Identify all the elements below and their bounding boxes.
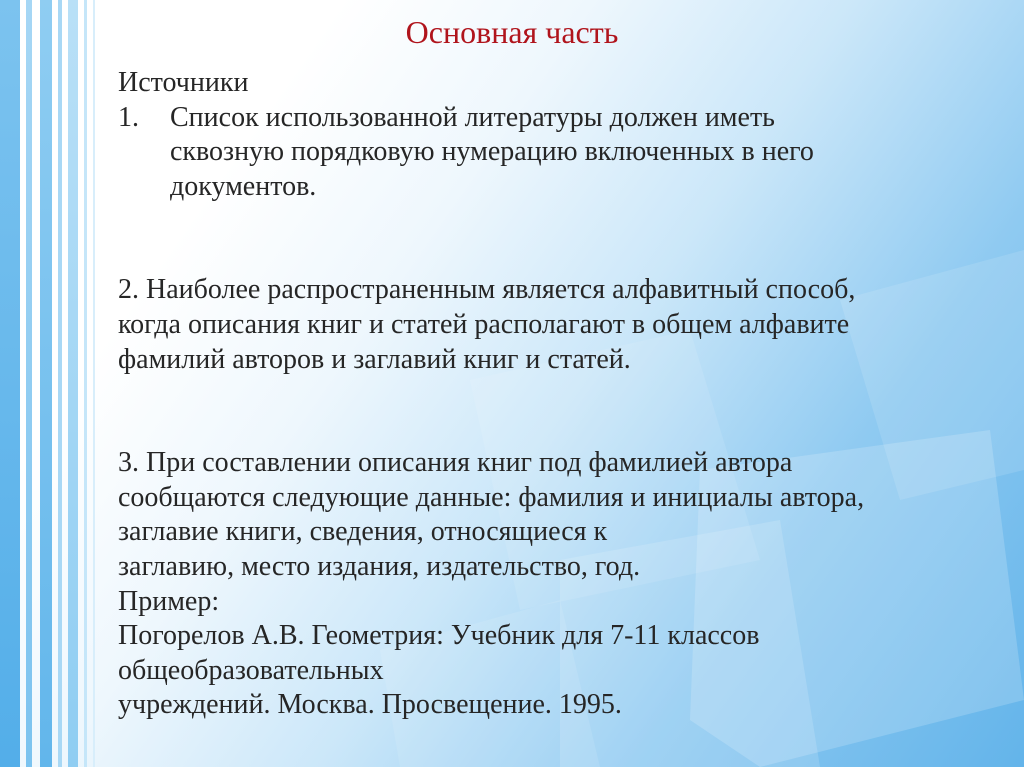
sources-heading: Источники [118,67,249,98]
paragraph-gap [118,204,1018,273]
list-item-text [170,101,814,205]
text-line: Список использованной литературы должен иметь [170,101,775,133]
text-line: сообщаются следующие данные: фамилия и инициалы автора, [118,481,865,513]
example-label: Пример: [118,585,220,617]
paragraph-gap [118,377,1018,446]
slide-title: Основная часть [405,14,619,50]
text-line: документов. [170,170,317,202]
text-line: когда описания книг и статей располагают в общем алфавите [118,308,850,340]
slide-body [118,66,1018,723]
list-number: 1. [118,101,139,133]
list-item-1 [118,101,1018,205]
text-line: 2. Наиболее распространенным является алфавитный способ, [118,274,856,306]
example-citation-line: Погорелов А.В. Геометрия: Учебник для 7-11 классов [118,620,760,652]
text-line: фамилий авторов и заглавий книг и статей. [118,343,631,375]
paragraph-3 [118,446,1018,723]
paragraph-2 [118,273,1018,377]
text-line: заглавие книги, сведения, относящиеся к [118,516,608,548]
example-citation-line: общеобразовательных [118,654,384,686]
text-line: 3. При составлении описания книг под фамилией автора [118,447,793,479]
example-citation-line: учреждений. Москва. Просвещение. 1995. [118,689,622,721]
text-line: заглавию, место издания, издательство, год. [118,550,641,582]
text-line: сквозную порядковую нумерацию включенных в него [170,136,814,168]
